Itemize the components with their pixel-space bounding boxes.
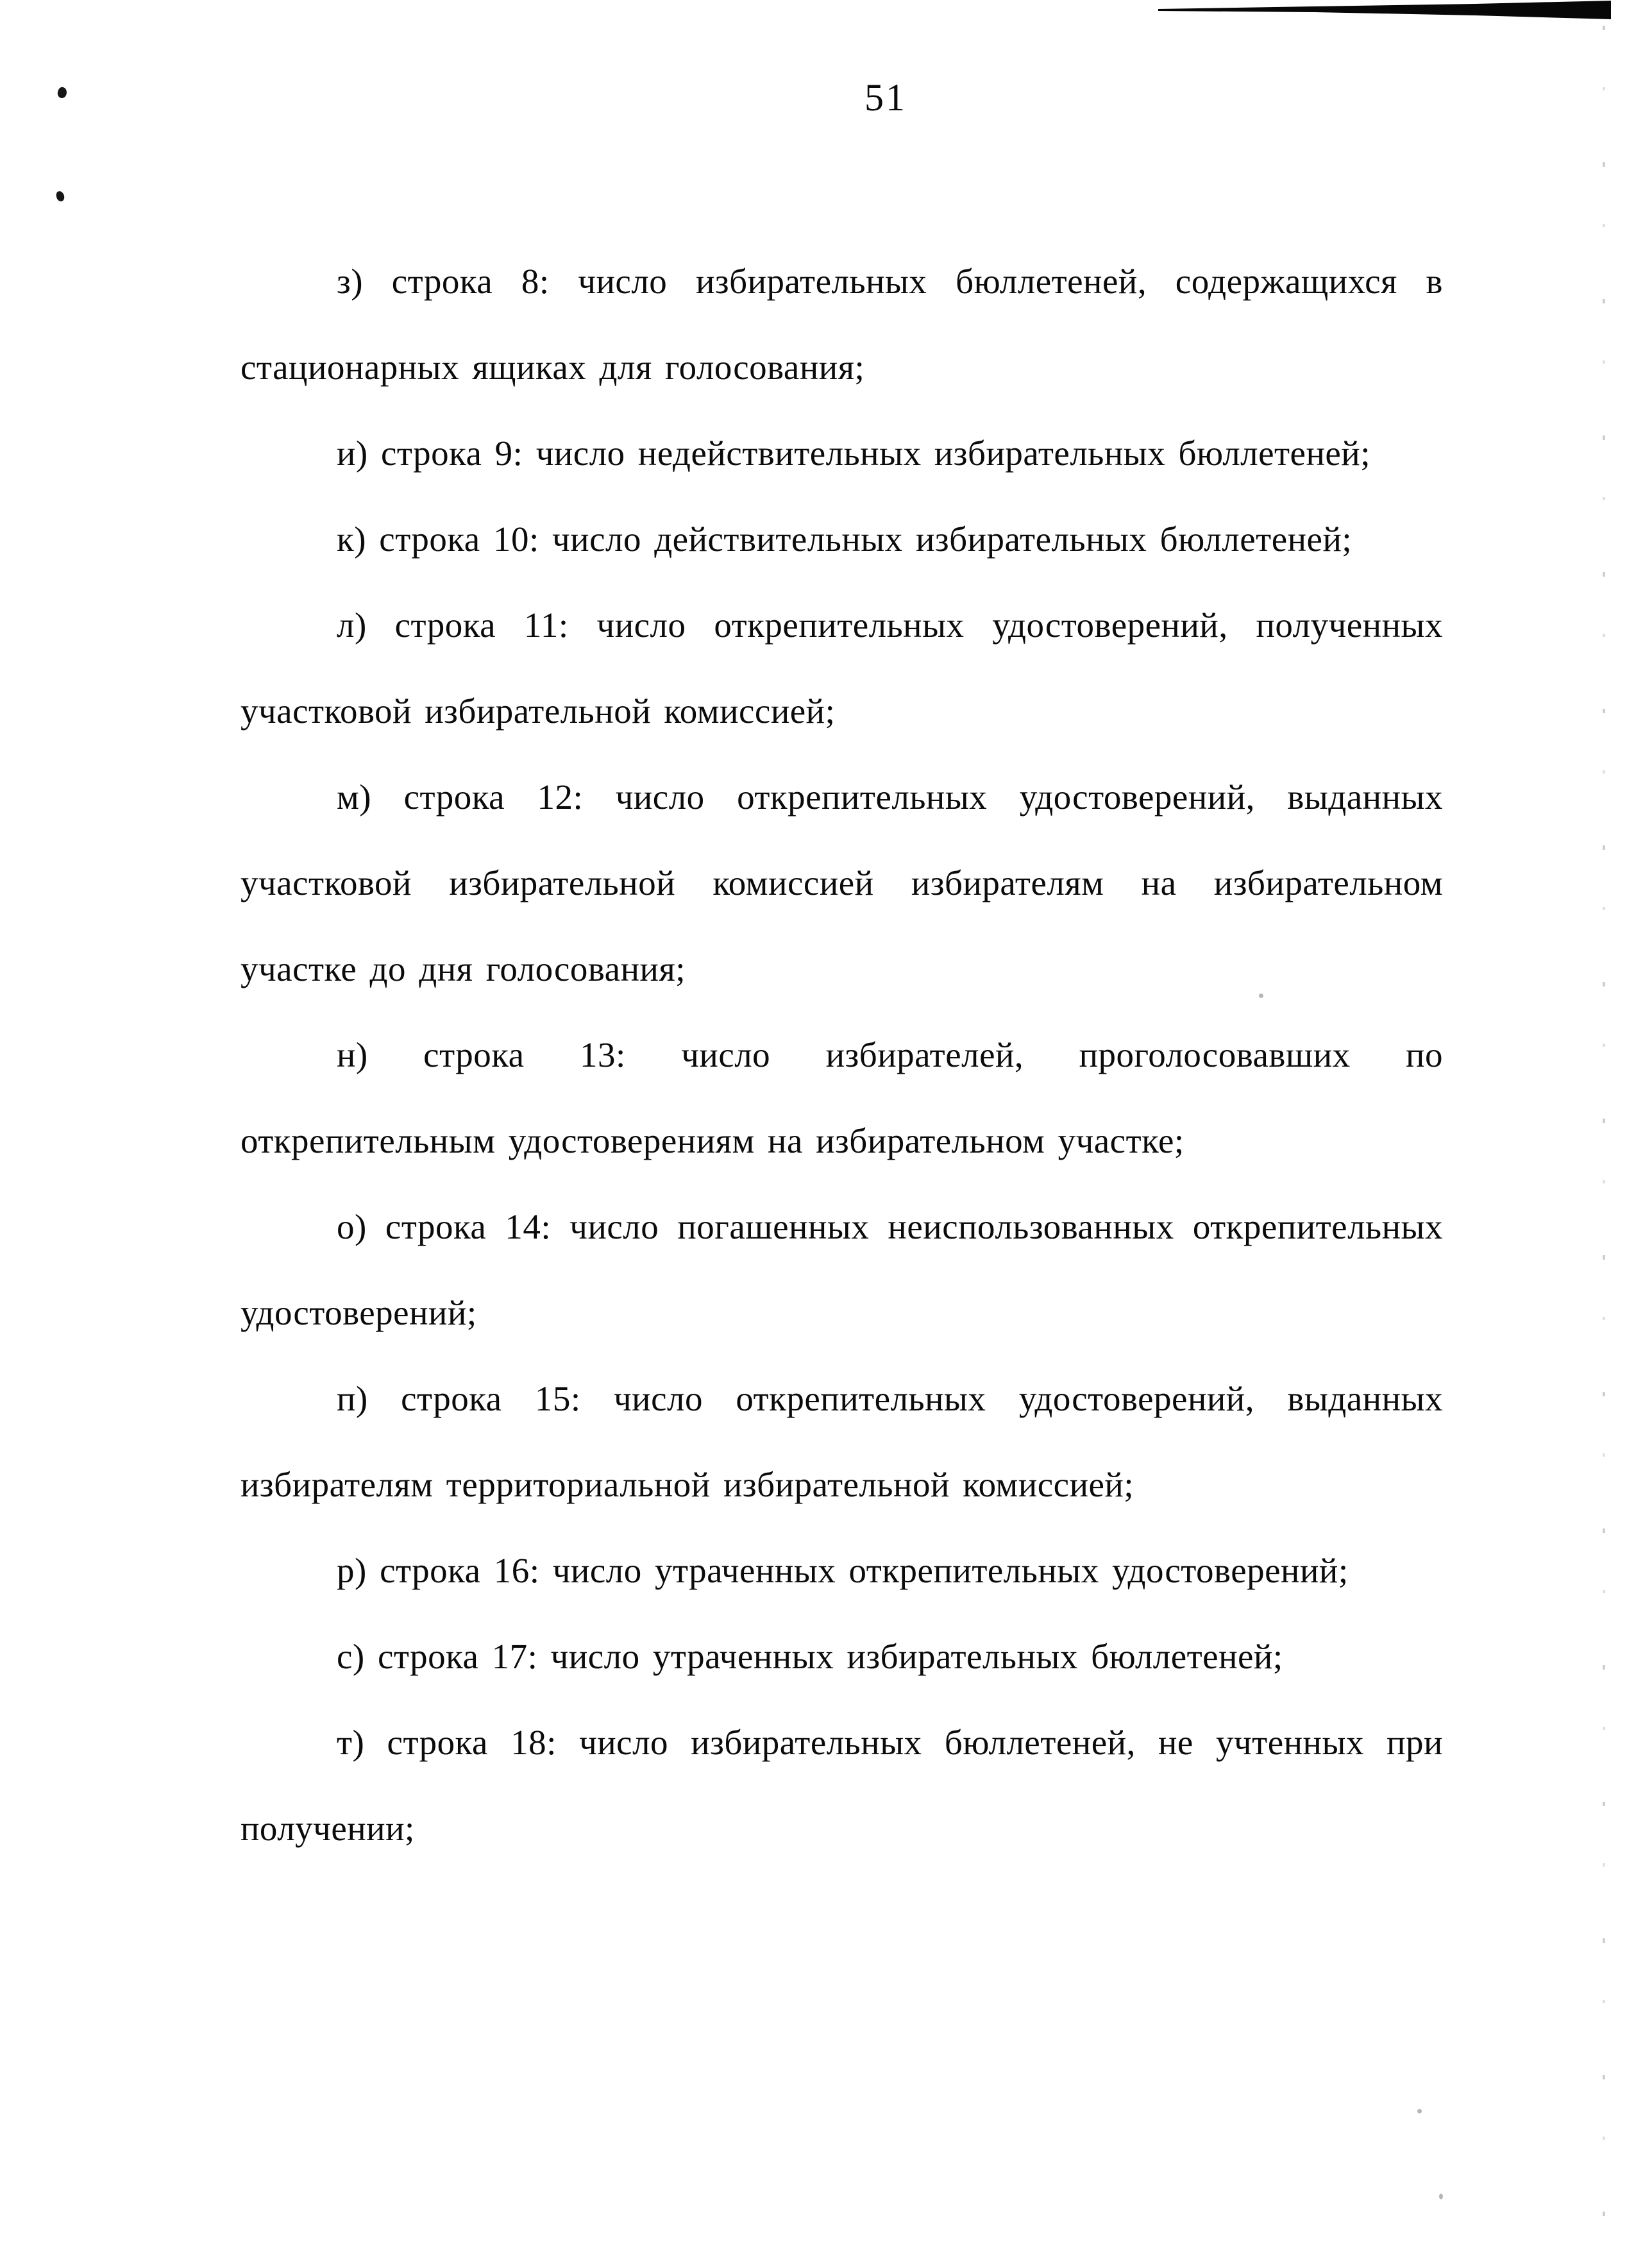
scan-artifact-dot — [1417, 2109, 1422, 2113]
text-line: участке до дня голосования; — [240, 949, 686, 988]
text-line: стационарных ящиках для голосования; — [240, 348, 865, 387]
text-line: о) строка 14: число погашенных неиспользованных открепительных — [337, 1207, 1443, 1246]
text-line: получении; — [240, 1809, 415, 1848]
scan-artifact-ink-speck — [55, 190, 65, 202]
text-line: и) строка 9: число недействительных избирательных бюллетеней; — [337, 434, 1371, 473]
text-line: избирателям территориальной избирательной комиссией; — [240, 1465, 1134, 1504]
text-line: открепительным удостоверениям на избирательном участке; — [240, 1121, 1184, 1160]
text-line: м) строка 12: число открепительных удостоверений, выданных — [337, 777, 1443, 817]
text-line: участковой избирательной комиссией; — [240, 691, 836, 731]
text-line: р) строка 16: число утраченных открепительных удостоверений; — [337, 1551, 1349, 1590]
text-line: участковой избирательной комиссией избирателям на избирательном — [240, 863, 1443, 902]
text-line: з) строка 8: число избирательных бюллетеней, содержащихся в — [337, 262, 1443, 301]
scan-artifact-edge-noise — [1603, 26, 1605, 2245]
text-line: н) строка 13: число избирателей, проголосовавших по — [337, 1035, 1443, 1074]
text-line: п) строка 15: число открепительных удостоверений, выданных — [337, 1379, 1443, 1418]
scan-artifact-ink-speck — [56, 86, 69, 99]
scan-artifact-top-bar — [0, 0, 1627, 38]
text-line: т) строка 18: число избирательных бюллетеней, не учтенных при — [337, 1723, 1443, 1762]
text-line: л) строка 11: число открепительных удостоверений, полученных — [337, 605, 1443, 645]
text-line: с) строка 17: число утраченных избирательных бюллетеней; — [337, 1637, 1283, 1676]
text-line: к) строка 10: число действительных избирательных бюллетеней; — [337, 520, 1353, 559]
document-body — [240, 239, 1443, 1872]
page-number: 51 — [864, 76, 907, 119]
text-line: удостоверений; — [240, 1293, 477, 1332]
scan-artifact-dot — [1439, 2194, 1443, 2199]
